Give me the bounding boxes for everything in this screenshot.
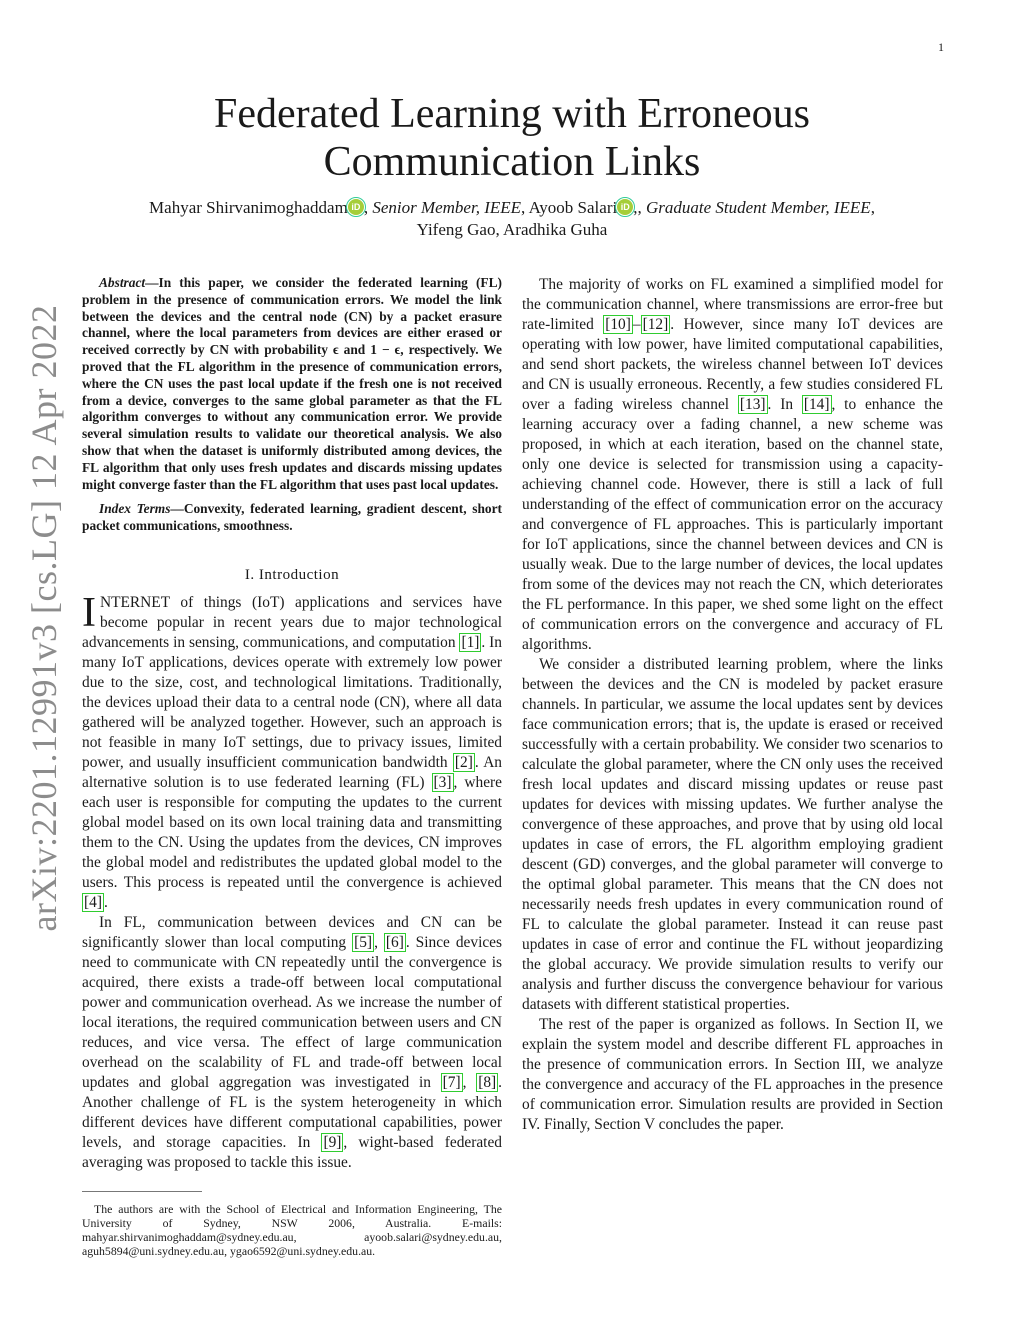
left-column (82, 275, 502, 1258)
author-role: Graduate Student Member, IEEE (645, 198, 871, 217)
citation-link[interactable]: [14] (803, 396, 830, 413)
author-name: Mahyar Shirvanimoghaddam (149, 198, 348, 217)
citation-link[interactable]: [3] (433, 773, 452, 791)
citation-link[interactable]: [1] (461, 633, 480, 651)
abstract-label: Abstract (99, 275, 146, 290)
footnote: The authors are with the School of Electrical and Information Engineering, The University of Sydney, NSW 2006, Australia. E-mails: mahyar.shirvanimoghaddam@sydney.edu.au, ayoob.salari@sydney.edu.au, aguh5894@uni.sydney.edu.au, ygao6592@uni.sydney.edu.au. (82, 1201, 502, 1258)
drop-cap: I (82, 589, 96, 636)
abstract (82, 275, 502, 493)
right-column (522, 275, 943, 1135)
paragraph: The rest of the paper is organized as follows. In Section II, we explain the system model and describe different FL approaches in the presence of communication errors. In Section III, we analyze the convergence and accuracy of the FL approaches in the presence of communication error. Simulation results are provided in Section IV. Finally, Section V concludes the paper. (522, 1016, 943, 1133)
index-terms-label: Index Terms (99, 501, 171, 517)
author-role: Senior Member, IEEE (372, 198, 522, 217)
author-block: Mahyar Shirvanimoghaddam iD , Senior Member, IEEE, Ayoob Salari iD ,, Graduate Student Member, IEEE, Yifeng Gao, Aradhika Guha (80, 197, 944, 241)
citation-link[interactable]: [10] (605, 316, 631, 333)
citation-link[interactable]: [4] (84, 893, 102, 911)
citation-link[interactable]: [6] (385, 933, 404, 951)
citation-link[interactable]: [13] (739, 396, 766, 413)
section-heading: I. Introduction (244, 566, 340, 583)
orcid-icon[interactable]: iD (617, 199, 633, 215)
paper-title: Federated Learning with Erroneous Communication Links (214, 91, 810, 185)
citation-link[interactable]: [7] (442, 1073, 461, 1091)
citation-link[interactable]: [8] (478, 1073, 497, 1091)
author-line-2: Yifeng Gao, Aradhika Guha (416, 220, 608, 239)
page-number: 1 (938, 40, 944, 54)
citation-link[interactable]: [9] (323, 1133, 342, 1151)
paragraph: We consider a distributed learning problem, where the links between the devices and the CN is modeled by packet erasure channels. In particular, we assume the local updates sent by devices face communication errors; that is, the update is erased or received successfully with a certain probability. We consider two scenarios to calculate the global parameter, where the CN only uses the received fresh local updates and discard missing updates or reuse past updates for devices with missing updates. We further analyse the convergence of these approaches, and prove that by using old local updates in case of errors, the FL algorithm employing gradient descent (GD) converges, and the global parameter will converge to the optimal global parameter. This means that the CN does not necessarily needs fresh updates in every communication round of FL to calculate the global parameter. Instead it can reuse past updates in case of error and continue the FL without jeopardizing the global accuracy. We provide simulation results to verify our analysis and further discuss the convergence behaviour for various datasets with different statistical properties. (522, 656, 943, 1013)
index-terms (82, 501, 502, 535)
orcid-icon[interactable]: iD (348, 199, 364, 215)
footnote-divider (82, 1191, 202, 1192)
author-name: Ayoob Salari (528, 198, 618, 217)
paragraph: The majority of works on FL examined a simplified model for the communication channel, where transmissions are error-free but rate-limited [10] – [12] . However, since many IoT devices are operating with low power, have limited computational capabilities, and send short packets, the wireless channel between IoT devices and CN is usually erroneous. Recently, a few studies considered FL over a fading wireless channel [13] . In [14] , to enhance the learning accuracy over a fading channel, a new scheme was proposed, in which at each iteration, based on the channel state, only one device is selected for transmission using a capacity-achieving channel code. However, there is still a lack of full understanding of the effect of communication error on the accuracy and convergence of FL approaches. This is particularly important for IoT applications, since the channel between devices and CN is usually weak. Due to the large number of devices, the local updates from some of the devices may not reach the CN, which deteriorates the FL performance. In this paper, we shed some light on the effect of communication errors on the convergence and accuracy of FL algorithms. (522, 276, 943, 653)
abstract-text: —In this paper, we consider the federated learning (FL) problem in the presence of communication errors. We model the link between the devices and the central node (CN) by a packet erasure channel, where the local parameters from devices are either erased or received correctly by CN with probability ϵ and 1 − ϵ, respectively. We proved that the FL algorithm in the presence of communication errors, where the CN uses the past local update if the fresh one is not received from a device, converges to the same global parameter as that the FL algorithm converges to without any communication error. We provide several simulation results to validate our theoretical analysis. We also show that when the dataset is uniformly distributed among devices, the FL algorithm that only uses fresh updates and discards missing updates might converge faster than the FL algorithm that uses past local updates. (82, 275, 502, 492)
arxiv-identifier-stamp: arXiv:2201.12991v3 [cs.LG] 12 Apr 2022 (24, 304, 64, 932)
citation-link[interactable]: [5] (354, 933, 373, 951)
index-terms-text: —Convexity, federated learning, gradient descent, short packet communications, smoothness. (82, 501, 502, 534)
citation-link[interactable]: [2] (454, 753, 473, 771)
citation-link[interactable]: [12] (642, 316, 669, 333)
paragraph: In FL, communication between devices and CN can be significantly slower than local computing [5] , [6] . Since devices need to communicate with CN repeatedly until the convergence is acquired, there exists a trade-off between local computational power and communication overhead. As we increase the number of local iterations, the required communication between users and CN reduces, and vice versa. The effect of large communication overhead on the scalability of FL and trade-off between local updates and global aggregation was investigated in [7] , [8] . Another challenge of FL is the system heterogeneity in which different devices have different computational capabilities, power levels, and storage capacities. In [9] , wight-based federated averaging was proposed to tackle this issue. (82, 913, 503, 1171)
paragraph: INTERNET of things (IoT) applications and services have become popular in recent years due to major technological advancements in sensing, communications, and computation [1] . In many IoT applications, devices operate with extremely low power due to the size, cost, and technological limitations. Traditionally, the devices upload their data to a central node (CN), where all data gathered will be analyzed together. However, such an approach is not feasible in many IoT settings, due to privacy issues, limited power, and usually insufficient communication bandwidth [2] . An alternative solution is to use federated learning (FL) [3] , where each user is responsible for computing the updates to the current global model based on its own local training data and transmitting them to the CN. Using the updates from the devices, CN improves the global model and redistributes the updated global model to the users. This process is repeated until the convergence is achieved [4] . (82, 589, 502, 911)
